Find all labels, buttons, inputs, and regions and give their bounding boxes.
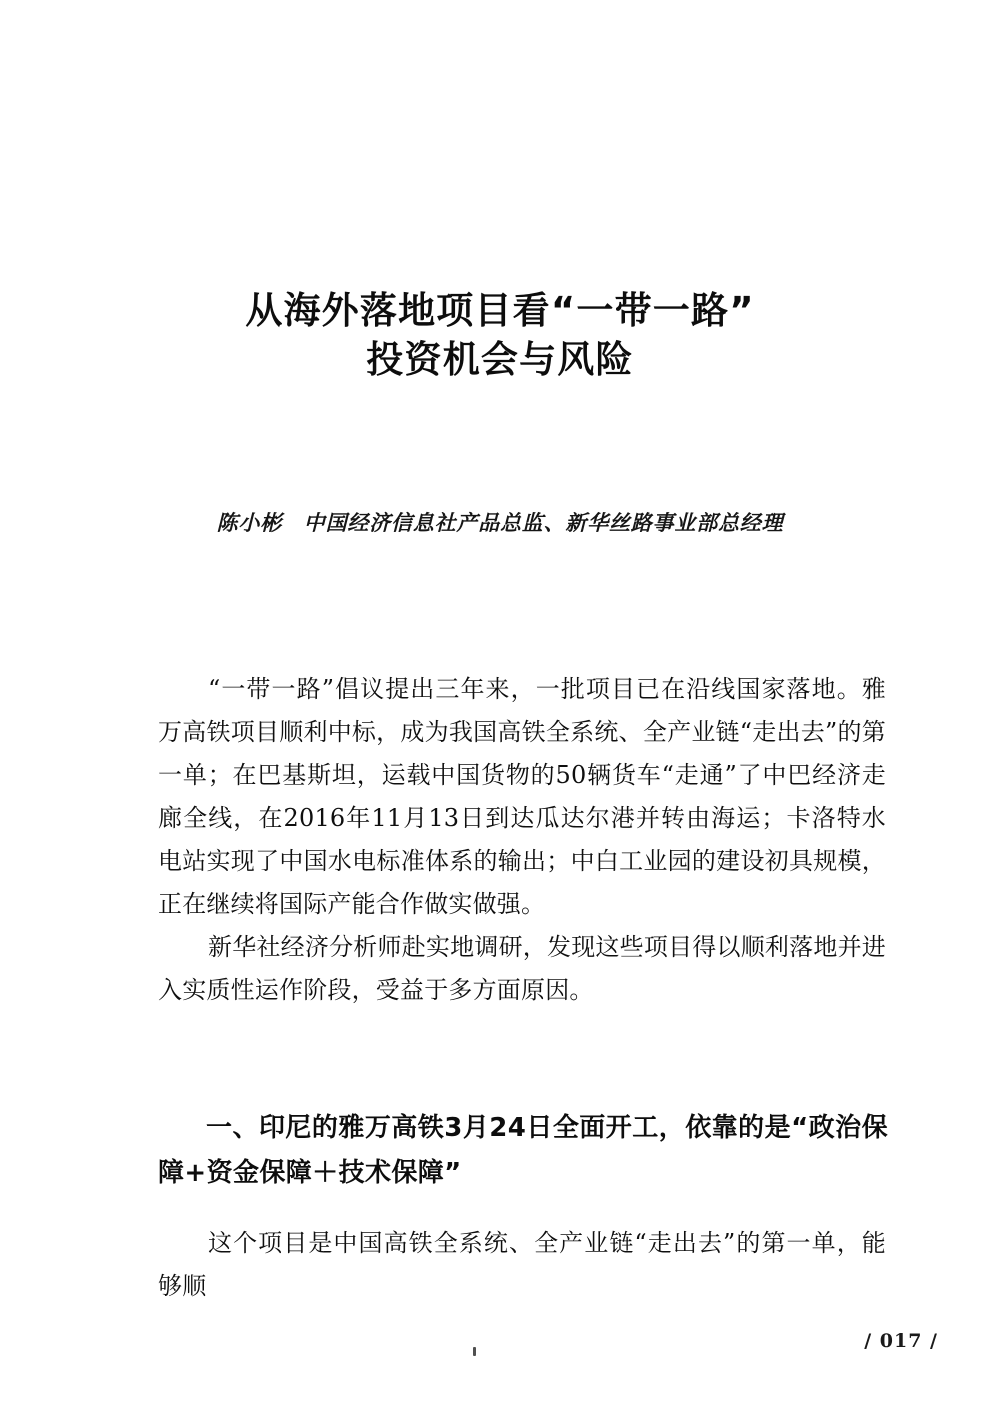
paragraph-3: 这个项目是中国高铁全系统、全产业链“走出去”的第一单，能够顺 [158, 1229, 886, 1300]
trailing-text-column [158, 1222, 886, 1308]
page-title [0, 286, 1000, 384]
author-byline: 陈小彬 中国经济信息社产品总监、新华丝路事业部总经理 [216, 510, 784, 535]
scan-artifact-mark [473, 1347, 476, 1356]
title-line-2: 投资机会与风险 [366, 338, 634, 381]
page-number: / 017 / [864, 1330, 938, 1352]
paragraph-2: 新华社经济分析师赴实地调研，发现这些项目得以顺利落地并进入实质性运作阶段，受益于多方面原因。 [158, 933, 886, 1004]
paragraph-1: “一带一路”倡议提出三年来，一批项目已在沿线国家落地。雅万高铁项目顺利中标，成为我国高铁全系统、全产业链“走出去”的第一单；在巴基斯坦，运载中国货物的50辆货车“走通”了中巴经济走廊全线，在2016年11月13日到达瓜达尔港并转由海运；卡洛特水电站实现了中国水电标准体系的输出；中白工业园的建设初具规模，正在继续将国际产能合作做实做强。 [158, 675, 886, 918]
section-heading-1: 一、印尼的雅万高铁3月24日全面开工，依靠的是“政治保障+资金保障＋技术保障” [158, 1113, 888, 1188]
body-text-column [158, 668, 886, 1012]
title-line-1: 从海外落地项目看“一带一路” [245, 289, 755, 332]
